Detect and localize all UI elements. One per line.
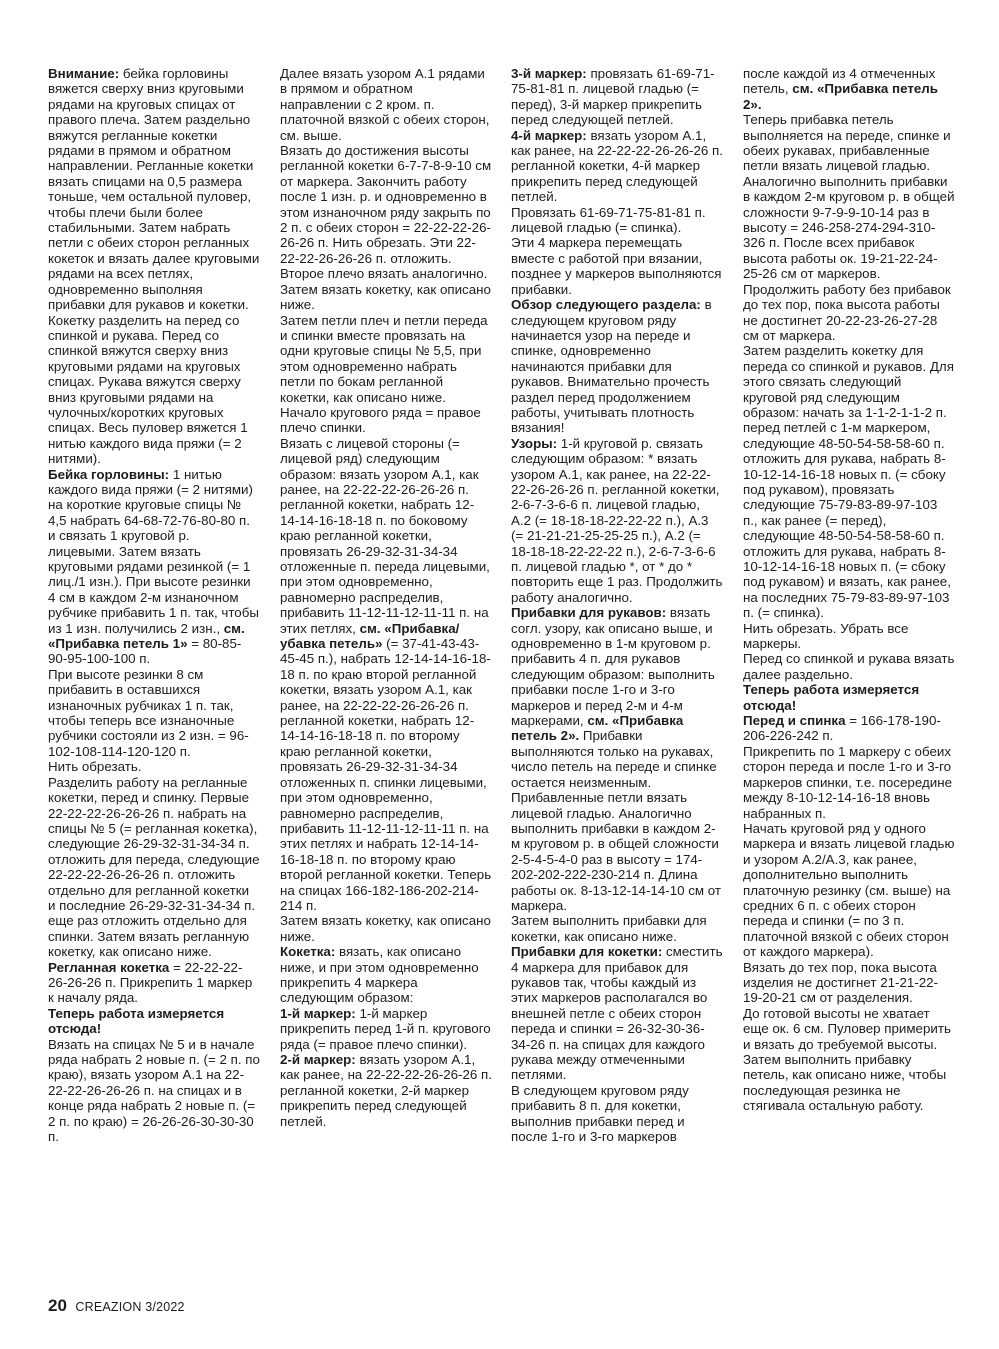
paragraph [48,1037,260,1145]
paragraph [48,775,260,960]
text-column-1 [48,66,260,1144]
text-run: 1-й маркер прикрепить перед 1-й п. кругового ряда (= правое плечо спинки). [280,1005,491,1052]
bold-text: Перед и спинка [743,713,846,729]
paragraph [280,436,492,914]
text-run: вязать узором А.1, как ранее, на 22-22-22-26-26-26 п. регланной кокетки, 4-й маркер прикрепить перед следующей петлей. [511,127,723,205]
paragraph [511,66,723,128]
paragraph [511,235,723,297]
text-run: Второе плечо вязать аналогично. [280,266,488,282]
text-run: 1-й круговой р. связать следующим образом: * вязать узором А.1, как ранее, на 22-22-22-26-26-26 п. регланной кокетки, 2-6-7-3-6-6 п. лицевой гладью, А.2 (= 18-18-18-22-22-22 п.), А.3 (= 21-21-21-25-25-25 п.), А.2 (= 18-18-18-22-22-22 п.), 2-6-7-3-6-6 п. лицевой гладью *, от * до * повторить еще 1 раз. Продолжить работу аналогично. [511,435,723,605]
text-run: Далее вязать узором А.1 рядами в прямом и обратном направлении с 2 кром. п. платочной вязкой с обеих сторон, см. выше. [280,66,490,143]
bold-text: Внимание: [48,66,120,81]
text-run: = 166-178-190-206-226-242 п. [743,713,941,744]
text-run: При высоте резинки 8 см прибавить в оставшихся изнаночных рубчиках 1 п. так, чтобы теперь все изнаночные рубчики состояли из 2 изн. = 96-102-108-114-120-120 п. [48,666,249,759]
paragraph [511,297,723,436]
bold-text: 3-й маркер: [511,66,587,81]
text-run: Перед со спинкой и рукава вязать далее раздельно. [743,651,955,682]
page-footer [48,1296,185,1316]
paragraph [743,821,955,960]
magazine-issue: CREAZION 3/2022 [75,1300,185,1314]
text-run: провязать 61-69-71-75-81-81 п. лицевой гладью (= перед), 3-й маркер прикрепить перед следующей петлей. [511,66,715,128]
paragraph [48,759,260,774]
paragraph [48,667,260,759]
paragraph [280,143,492,266]
text-run: Прибавки выполняются только на рукавах, число петель на переде и спинке остается неизменным. Прибавленные петли вязать лицевой гладью. Аналогично выполнить прибавки в каждом 2-м круговом р. в общей сложности 2-5-4-5-4-0 раз в высоту = 174-202-202-222-230-214 п. Длина работы ок. 8-13-12-14-14-10 см от маркера. [511,728,722,913]
bold-text: Обзор следующего раздела: [511,297,701,313]
paragraph [280,1052,492,1129]
paragraph [743,112,955,174]
paragraph [48,1006,260,1037]
bold-text: см. «Прибавка петель 2». [511,713,684,744]
text-run: Эти 4 маркера перемещать вместе с работой при вязании, позднее у маркеров выполняются прибавки. [511,235,722,297]
text-run: Теперь прибавка петель выполняется на переде, спинке и обеих рукавах, прибавленные петли вязать лицевой гладью. [743,112,951,174]
bold-text: Узоры: [511,435,558,451]
bold-text: Регланная кокетка [48,959,170,975]
paragraph [743,744,955,821]
bold-text: Прибавки для кокетки: [511,944,663,960]
bold-text: 4-й маркер: [511,127,587,143]
text-run: (= 37-41-43-43-45-45 п.), набрать 12-14-14-16-18-18 п. по краю второй регланной кокетки, вязать узором А.1, как ранее, на 22-22-22-26-26-26 п. регланной кокетки, набрать 12-14-14-16-18-18 п. по второму краю регланной кокетки, провязать 26-29-32-31-34-34 отложенных п. спинки лицевыми, при этом одновременно, равномерно распределив, прибавить 11-12-11-12-11-11 п. на этих петлях и набрать 12-14-14-16-18-18 п. по второму краю второй регланной кокетки. Теперь на спицах 166-182-186-202-214-214 п. [280,636,492,913]
text-run: Продолжить работу без прибавок до тех пор, пока высота работы не достигнет 20-22-23-26-27-28 см от маркера. [743,281,951,343]
text-column-4 [743,66,955,1114]
text-run: = 22-22-22-26-26-26 п. Прикрепить 1 маркер к началу ряда. [48,959,253,1006]
paragraph [511,205,723,236]
page-number: 20 [48,1296,67,1315]
text-run: В следующем круговом ряду прибавить 8 п. для кокетки, выполнив прибавки перед и после 1-го и 3-го маркеров [511,1082,689,1145]
text-run: вязать согл. узору, как описано выше, и одновременно в 1-м круговом р. прибавить 4 п. для рукавов следующим образом: выполнить прибавки после 1-го и 3-го маркеров и перед 2-м и 4-м маркерами, [511,605,715,729]
text-run: вязать узором А.1, как ранее, на 22-22-22-26-26-26 п. регланной кокетки, 2-й маркер прикрепить перед следующей петлей. [280,1052,492,1129]
paragraph [280,66,492,143]
bold-text: 1-й маркер: [280,1005,356,1021]
text-run: Затем разделить кокетку для переда со спинкой и рукавов. Для этого связать следующий круговой ряд следующим образом: начать за 1-1-2-1-1-2 п. перед петлей с 1-м маркером, следующие 48-50-54-58-58-60 п. отложить для рукава, набрать 8-10-12-14-16-18 новых п. (= сбоку под рукавом), провязать следующие 75-79-83-89-97-103 п., как ранее (= перед), следующие 48-50-54-58-58-60 п. отложить для рукава, набрать 8-10-12-14-16-18 новых п. (= сбоку под рукавом) и вязать, как ранее, на последних 75-79-83-89-97-103 п. (= спинка). [743,343,954,621]
paragraph [280,913,492,944]
text-run: До готовой высоты не хватает еще ок. 6 см. Пуловер примерить и вязать до требуемой высоты. [743,1005,951,1052]
paragraph [511,1083,723,1145]
text-run: Нить обрезать. Убрать все маркеры. [743,620,909,652]
paragraph [511,913,723,944]
paragraph [743,343,955,620]
text-column-2 [280,66,492,1129]
text-run: Затем петли плеч и петли переда и спинки вместе провязать на одни круговые спицы № 5,5, при этом одновременно набрать петли по бокам регланной кокетки, как описано ниже. Начало кругового ряда = правое плечо спинки. [280,312,488,436]
paragraph [280,944,492,1006]
text-run: бейка горловины вяжется сверху вниз круговыми рядами на круговых спицах от правого плеча. Затем раздельно вяжутся регланные кокетки рядами в прямом и обратном направлении. Регланные кокетки вязать спицами на 0,5 размера тоньше, чем остальной пуловер, чтобы плечи были более стабильными. Затем набрать петли с обеих сторон регланных кокеток и вязать далее круговыми рядами на всех петлях, одновременно выполняя прибавки для рукавов и кокетки. Кокетку разделить на перед со спинкой и рукава. Перед со спинкой вяжутся сверху вниз круговыми рядами на круговых спицах. Рукава вяжутся сверху вниз круговыми рядами на чулочных/коротких круговых спицах. Весь пуловер вяжется 1 нитью каждого вида пряжи (= 2 нитями). [48,66,260,467]
text-run: = 80-85-90-95-100-100 п. [48,636,242,667]
paragraph [743,682,955,713]
bold-text: Теперь работа измеряется отсюда! [48,1005,225,1037]
text-column-3 [511,66,723,1144]
paragraph [511,944,723,1083]
bold-text: см. «Прибавка петель 1» [48,620,245,652]
bold-text: Прибавки для рукавов: [511,605,667,621]
bold-text: Кокетка: [280,944,336,960]
bold-text: см. «Прибавка/убавка петель» [280,620,460,652]
text-run: Прикрепить по 1 маркеру с обеих сторон переда и после 1-го и 3-го маркеров спинки, т.е. посередине между 8-10-12-14-16-18 вновь набранных п. [743,743,952,821]
paragraph [743,66,955,112]
bold-text: Теперь работа измеряется отсюда! [743,682,920,713]
paragraph [511,436,723,605]
paragraph [280,282,492,313]
text-run: Затем вязать кокетку, как описано ниже. [280,281,491,313]
text-run: Разделить работу на регланные кокетки, перед и спинку. Первые 22-22-22-26-26-26 п. набрать на спицы № 5 (= регланная кокетка), следующие 26-29-32-31-34-34 п. отложить для переда, следующие 22-22-22-26-26-26 п. отложить отдельно для регланной кокетки и последние 26-29-32-31-34-34 п. еще раз отложить отдельно для спинки. Затем вязать регланную кокетку, как описано ниже. [48,774,260,960]
text-run: Вязать до достижения высоты регланной кокетки 6-7-7-8-9-10 см от маркера. Закончить работу после 1 изн. р. и одновременно в этом изнаночном ряду закрыть по 2 п. с обеих сторон = 22-22-22-26-26-26 п. Нить обрезать. Эти 22-22-22-26-26-26 п. отложить. [280,143,492,266]
paragraph [48,66,260,467]
paragraph [511,128,723,205]
text-run: Начать круговой ряд у одного маркера и вязать лицевой гладью и узором А.2/А.3, как ранее, дополнительно выполнить платочную резинку (см. выше) на средних 6 п. с обеих сторон переда и спинки (= по 3 п. платочной вязкой с обеих сторон от каждого маркера). [743,820,955,960]
bold-text: Бейка горловины: [48,466,170,482]
text-run: Вязать на спицах № 5 и в начале ряда набрать 2 новые п. (= 2 п. по краю), вязать узором А.1 на 22-22-22-26-26-26 п. на спицах и в конце ряда набрать 2 новые п. (= 2 п. по краю) = 26-26-26-30-30-30 п. [48,1036,260,1145]
bold-text: 2-й маркер: [280,1052,356,1067]
text-run: Затем выполнить прибавку петель, как описано ниже, чтобы последующая резинка не стягивала остальную работу. [743,1052,947,1114]
text-run: Провязать 61-69-71-75-81-81 п. лицевой гладью (= спинка). [511,204,706,236]
text-run: Аналогично выполнить прибавки в каждом 2-м круговом р. в общей сложности 9-7-9-9-10-14 раз в высоту = 246-258-274-294-310-326 п. После всех прибавок высота работы ок. 19-21-22-24-25-26 см от маркеров. [743,173,955,282]
paragraph [280,266,492,281]
text-run: Вязать с лицевой стороны (= лицевой ряд) следующим образом: вязать узором А.1, как ранее, на 22-22-22-26-26-26 п. регланной кокетки, набрать 12-14-14-16-18-18 п. по боковому краю регланной кокетки, провязать 26-29-32-31-34-34 отложенные п. переда лицевыми, при этом одновременно, равномерно распределив, прибавить 11-12-11-12-11-11 п. на этих петлях, [280,435,490,636]
paragraph [743,960,955,1006]
paragraph [743,651,955,682]
text-run: после каждой из 4 отмеченных петель, [743,66,936,97]
text-run: вязать, как описано ниже, и при этом одновременно прикрепить 4 маркера следующим образом: [280,944,479,1006]
paragraph [743,1052,955,1114]
text-run: Затем выполнить прибавки для кокетки, как описано ниже. [511,913,707,944]
text-run: сместить 4 маркера для прибавок для рукавов так, чтобы каждый из этих маркеров располагался во внешней петле с обеих сторон переда и спинки = 26-32-30-36-34-26 п. на спицах для каждого рукава между отмеченными петлями. [511,944,723,1083]
paragraph [48,960,260,1006]
text-run: в следующем круговом ряду начинается узор на переде и спинке, одновременно начинаются прибавки для рукавов. Внимательно прочесть раздел перед продолжением работы, учитывать плотность вязания! [511,297,712,436]
paragraph [511,605,723,913]
paragraph [743,174,955,282]
text-run: Вязать до тех пор, пока высота изделия не достигнет 21-21-22-19-20-21 см от разделения. [743,959,939,1006]
paragraph [743,621,955,652]
text-run: 1 нитью каждого вида пряжи (= 2 нитями) на короткие круговые спицы № 4,5 набрать 64-68-72-76-80-80 п. и связать 1 круговой р. лицевыми. Затем вязать круговыми рядами резинкой (= 1 лиц./1 изн.). При высоте резинки 4 см в каждом 2-м изнаночном рубчике прибавить 1 п. так, чтобы из 1 изн. получились 2 изн., [48,466,259,636]
paragraph [280,313,492,436]
paragraph [280,1006,492,1052]
paragraph [743,1006,955,1052]
paragraph [743,713,955,744]
paragraph [743,282,955,344]
bold-text: см. «Прибавка петель 2». [743,81,938,112]
text-run: Затем вязать кокетку, как описано ниже. [280,913,491,944]
paragraph [48,467,260,667]
text-run: Нить обрезать. [48,759,142,775]
